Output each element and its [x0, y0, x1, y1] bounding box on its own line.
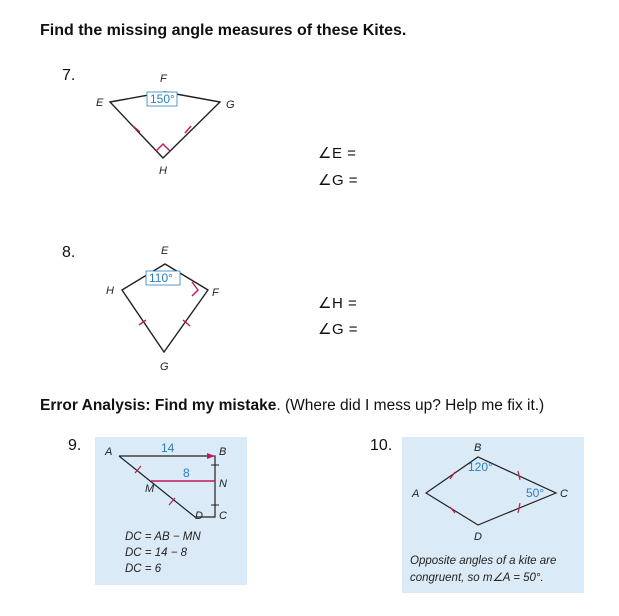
kite-8-angle-label: 110°: [149, 271, 173, 285]
error-analysis-rest: . (Where did I mess up? Help me fix it.): [276, 397, 545, 414]
vertex-a-label: A: [412, 488, 420, 500]
page-title: Find the missing angle measures of these Kites.: [40, 22, 407, 39]
problem-8-number: 8.: [62, 244, 76, 261]
note-line-1: Opposite angles of a kite are: [410, 555, 557, 567]
problem-7-number: 7.: [62, 67, 76, 84]
work-line-1: DC = AB − MN: [125, 531, 201, 543]
answer-angle-e: ∠E =: [318, 145, 357, 162]
vertex-n-label: N: [219, 478, 227, 490]
vertex-e-label: E: [96, 97, 104, 109]
vertex-d-label: D: [195, 510, 203, 522]
kite-7-diagram: [90, 70, 250, 180]
vertex-c-label: C: [560, 488, 568, 500]
answer-angle-g: ∠G =: [318, 321, 359, 338]
length-8-label: 8: [183, 466, 190, 480]
kite-8-diagram: [100, 240, 240, 380]
vertex-c-label: C: [219, 510, 227, 522]
problem-10-number: 10.: [370, 437, 393, 454]
vertex-h-label: H: [106, 285, 114, 297]
answer-angle-g: ∠G =: [318, 172, 359, 189]
vertex-m-label: M: [145, 483, 155, 495]
problem-9-panel: [95, 437, 247, 585]
vertex-f-label: F: [160, 73, 167, 85]
angle-b-label: 120°: [468, 460, 493, 474]
work-line-3: DC = 6: [125, 563, 162, 575]
vertex-h-label: H: [159, 165, 167, 177]
vertex-d-label: D: [474, 531, 482, 543]
work-line-2: DC = 14 − 8: [125, 547, 188, 559]
note-line-2: congruent, so m∠A = 50°.: [410, 572, 544, 584]
error-analysis-bold: Error Analysis: Find my mistake: [40, 397, 277, 414]
vertex-f-label: F: [212, 287, 219, 299]
answer-angle-h: ∠H =: [318, 295, 358, 312]
problem-10-panel: [402, 437, 584, 593]
length-14-label: 14: [161, 441, 175, 455]
kite-7-angle-label: 150°: [150, 92, 175, 106]
angle-c-label: 50°: [526, 486, 545, 500]
problem-9-number: 9.: [68, 437, 82, 454]
vertex-g-label: G: [226, 99, 235, 111]
vertex-a-label: A: [105, 446, 113, 458]
vertex-g-label: G: [160, 361, 169, 373]
error-analysis-heading: [40, 397, 544, 415]
vertex-b-label: B: [219, 446, 227, 458]
vertex-b-label: B: [474, 442, 482, 454]
vertex-e-label: E: [161, 245, 169, 257]
